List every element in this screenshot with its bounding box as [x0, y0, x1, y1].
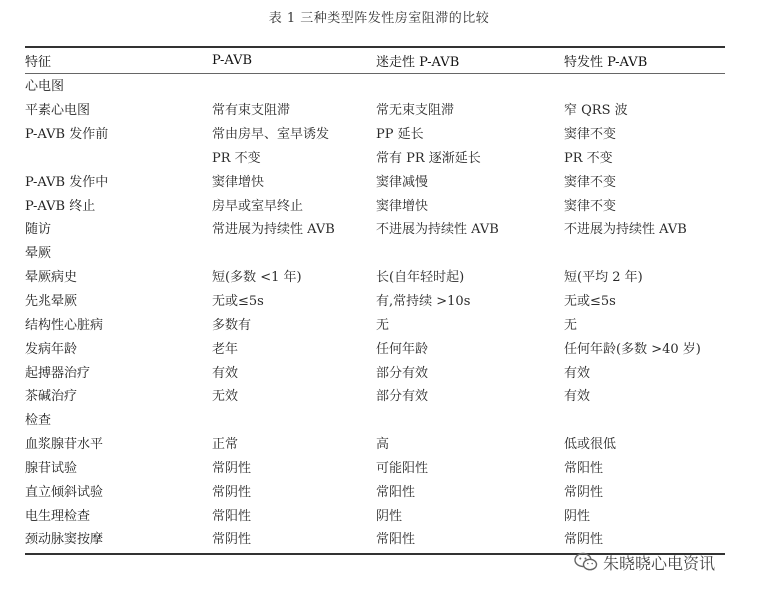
vagal-p-avb-cell: 常有 PR 逐渐延长: [376, 150, 481, 166]
idiopathic-p-avb-cell: 窦律不变: [564, 198, 617, 214]
p-avb-cell: 有效: [212, 365, 239, 381]
table-row: [25, 216, 725, 240]
vagal-p-avb-cell: 常阳性: [376, 484, 416, 500]
vagal-p-avb-cell: 阴性: [376, 508, 403, 524]
table-row: [25, 526, 725, 550]
table-row: [25, 145, 725, 169]
table-row: [25, 502, 725, 526]
vagal-p-avb-cell: 任何年龄: [376, 341, 429, 357]
section-row: [25, 73, 725, 97]
p-avb-cell: 窦律增快: [212, 174, 265, 190]
vagal-p-avb-cell: 常无束支阻滞: [376, 103, 455, 119]
vagal-p-avb-cell: 长(自年轻时起): [376, 270, 465, 286]
p-avb-cell: 常阴性: [212, 460, 252, 476]
idiopathic-p-avb-cell: 有效: [564, 389, 591, 405]
header-idiopathic-p-avb: 特发性 P-AVB: [564, 54, 648, 70]
table-row: [25, 455, 725, 479]
vagal-p-avb-cell: 窦律减慢: [376, 174, 429, 190]
table-row: [25, 359, 725, 383]
idiopathic-p-avb-cell: 不进展为持续性 AVB: [564, 222, 687, 238]
table-row: [25, 335, 725, 359]
vagal-p-avb-cell: 窦律增快: [376, 198, 429, 214]
idiopathic-p-avb-cell: 窦律不变: [564, 174, 617, 190]
idiopathic-p-avb-cell: 无或≤5s: [564, 294, 616, 310]
idiopathic-p-avb-cell: 低或很低: [564, 437, 617, 453]
p-avb-cell: 正常: [212, 437, 239, 453]
idiopathic-p-avb-cell: 短(平均 2 年): [564, 270, 643, 286]
vagal-p-avb-cell: 有,常持续 >10s: [376, 294, 471, 310]
feature-cell: P-AVB 发作中: [25, 174, 109, 190]
feature-cell: 结构性心脏病: [25, 317, 104, 333]
p-avb-cell: 多数有: [212, 317, 252, 333]
vagal-p-avb-cell: 不进展为持续性 AVB: [376, 222, 499, 238]
p-avb-cell: 老年: [212, 341, 239, 357]
vagal-p-avb-cell: 无: [376, 317, 390, 333]
table-caption: 表 1 三种类型阵发性房室阻滞的比较: [268, 11, 490, 26]
comparison-table: [25, 47, 725, 550]
p-avb-cell: 短(多数 <1 年): [212, 270, 302, 286]
feature-cell: 先兆晕厥: [25, 294, 78, 310]
p-avb-cell: 常阴性: [212, 484, 252, 500]
header-feature: 特征: [25, 54, 52, 70]
wechat-icon: [574, 552, 598, 572]
feature-cell: 起搏器治疗: [25, 365, 91, 381]
table-row: [25, 264, 725, 288]
feature-cell: 电生理检查: [25, 508, 91, 524]
table-row: [25, 311, 725, 335]
p-avb-cell: 常由房早、室早诱发: [212, 127, 330, 143]
table-row: [25, 97, 725, 121]
feature-cell: 发病年龄: [25, 341, 78, 357]
table-row: [25, 121, 725, 145]
idiopathic-p-avb-cell: 常阴性: [564, 532, 604, 548]
feature-cell: P-AVB 终止: [25, 198, 96, 214]
idiopathic-p-avb-cell: PR 不变: [564, 150, 613, 166]
p-avb-cell: 常阴性: [212, 532, 252, 548]
idiopathic-p-avb-cell: 常阳性: [564, 460, 604, 476]
p-avb-cell: PR 不变: [212, 150, 261, 166]
idiopathic-p-avb-cell: 常阴性: [564, 484, 604, 500]
section-row: [25, 240, 725, 264]
feature-cell: 血浆腺苷水平: [25, 437, 104, 453]
section-title: 心电图: [25, 79, 65, 95]
vagal-p-avb-cell: 可能阳性: [376, 460, 429, 476]
idiopathic-p-avb-cell: 任何年龄(多数 >40 岁): [564, 341, 701, 357]
header-vagal-p-avb: 迷走性 P-AVB: [376, 54, 460, 70]
vagal-p-avb-cell: PP 延长: [376, 127, 424, 143]
header-p-avb: P-AVB: [212, 52, 253, 68]
section-title: 检查: [25, 413, 52, 429]
feature-cell: 茶碱治疗: [25, 389, 78, 405]
p-avb-cell: 常进展为持续性 AVB: [212, 222, 335, 238]
vagal-p-avb-cell: 高: [376, 437, 390, 453]
p-avb-cell: 无效: [212, 389, 239, 405]
idiopathic-p-avb-cell: 有效: [564, 365, 591, 381]
p-avb-cell: 房早或室早终止: [212, 198, 304, 214]
table-header-row: [25, 47, 725, 73]
feature-cell: 平素心电图: [25, 103, 91, 119]
table-row: [25, 192, 725, 216]
table-row: [25, 168, 725, 192]
idiopathic-p-avb-cell: 窄 QRS 波: [564, 103, 628, 119]
feature-cell: 晕厥病史: [25, 270, 78, 286]
section-title: 晕厥: [25, 246, 52, 262]
feature-cell: [25, 145, 212, 169]
idiopathic-p-avb-cell: 窦律不变: [564, 127, 617, 143]
table-row: [25, 478, 725, 502]
p-avb-cell: 常有束支阻滞: [212, 103, 291, 119]
p-avb-cell: 无或≤5s: [212, 294, 264, 310]
idiopathic-p-avb-cell: 阴性: [564, 508, 591, 524]
table-row: [25, 431, 725, 455]
vagal-p-avb-cell: 部分有效: [376, 365, 429, 381]
vagal-p-avb-cell: 常阳性: [376, 532, 416, 548]
table-body: [25, 73, 725, 550]
watermark: [574, 551, 715, 573]
feature-cell: 随访: [25, 222, 52, 238]
section-row: [25, 407, 725, 431]
table-row: [25, 383, 725, 407]
watermark-text: 朱晓晓心电资讯: [603, 553, 716, 573]
table-row: [25, 288, 725, 312]
p-avb-cell: 常阳性: [212, 508, 252, 524]
vagal-p-avb-cell: 部分有效: [376, 389, 429, 405]
feature-cell: 颈动脉窦按摩: [25, 532, 104, 548]
feature-cell: 直立倾斜试验: [25, 484, 104, 500]
feature-cell: 腺苷试验: [25, 460, 78, 476]
feature-cell: P-AVB 发作前: [25, 127, 109, 143]
idiopathic-p-avb-cell: 无: [564, 317, 578, 333]
